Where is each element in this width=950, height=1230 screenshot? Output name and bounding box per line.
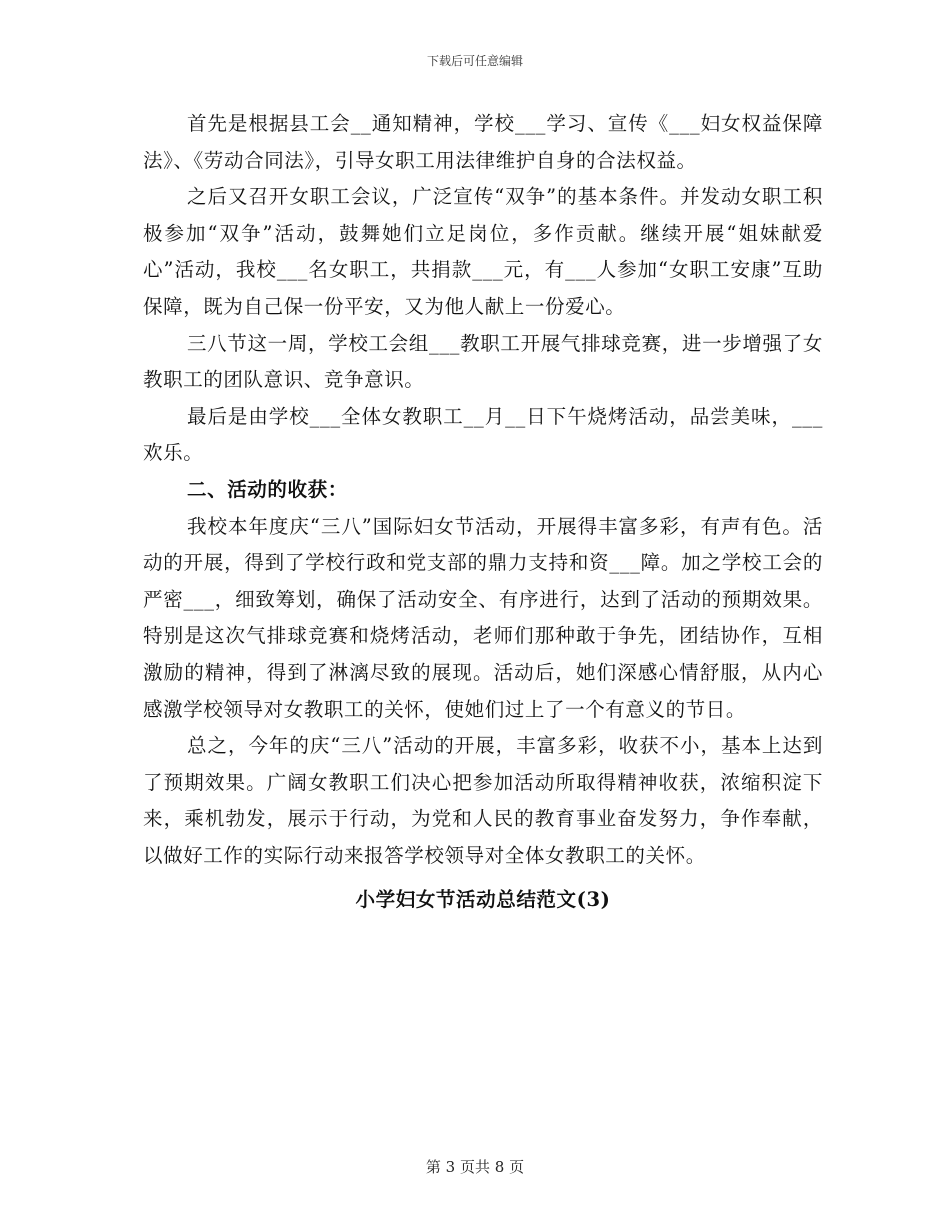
- document-body: [143, 106, 823, 919]
- paragraph: 三八节这一周，学校工会组___教职工开展气排球竞赛，进一步增强了女教职工的团队意识、竞争意识。: [143, 331, 823, 392]
- paragraph: 首先是根据县工会__通知精神，学校___学习、宣传《___妇女权益保障法》、《劳动合同法》，引导女职工用法律维护自身的合法权益。: [143, 112, 823, 172]
- paragraph: 总之，今年的庆“三八”活动的开展，丰富多彩，收获不小，基本上达到了预期效果。广阔女教职工们决心把参加活动所取得精神收获，浓缩积淀下来，乘机勃发，展示于行动，为党和人民的教育事业奋发努力，争作奉献，以做好工作的实际行动来报答学校领导对全体女教职工的关怀。: [143, 734, 823, 867]
- paragraph: 我校本年度庆“三八”国际妇女节活动，开展得丰富多彩，有声有色。活动的开展，得到了学校行政和党支部的鼎力支持和资___障。加之学校工会的严密___，细致筹划，确保了活动安全、有序进行，达到了活动的预期效果。特别是这次气排球竞赛和烧烤活动，老师们那种敢于争先，团结协作，互相激励的精神，得到了淋漓尽致的展现。活动后，她们深感心情舒服，从内心感激学校领导对女教职工的关怀，使她们过上了一个有意义的节日。: [143, 514, 823, 721]
- page-footer-number: 第 3 页共 8 页: [425, 1158, 525, 1176]
- page-header-note: 下载后可任意编辑: [426, 54, 523, 68]
- paragraph: 之后又召开女职工会议，广泛宣传“双争”的基本条件。并发动女职工积极参加“双争”活动，鼓舞她们立足岗位，多作贡献。继续开展“姐妹献爱心”活动，我校___名女职工，共捐款___元，有___人参加“女职工安康”互助保障，既为自己保一份平安，又为他人献上一份爱心。: [143, 185, 823, 318]
- next-section-title: 小学妇女节活动总结范文(3): [355, 888, 611, 912]
- section-heading: 二、活动的收获：: [187, 477, 348, 501]
- paragraph: 最后是由学校___全体女教职工__月__日下午烧烤活动，品尝美味，___欢乐。: [143, 404, 823, 465]
